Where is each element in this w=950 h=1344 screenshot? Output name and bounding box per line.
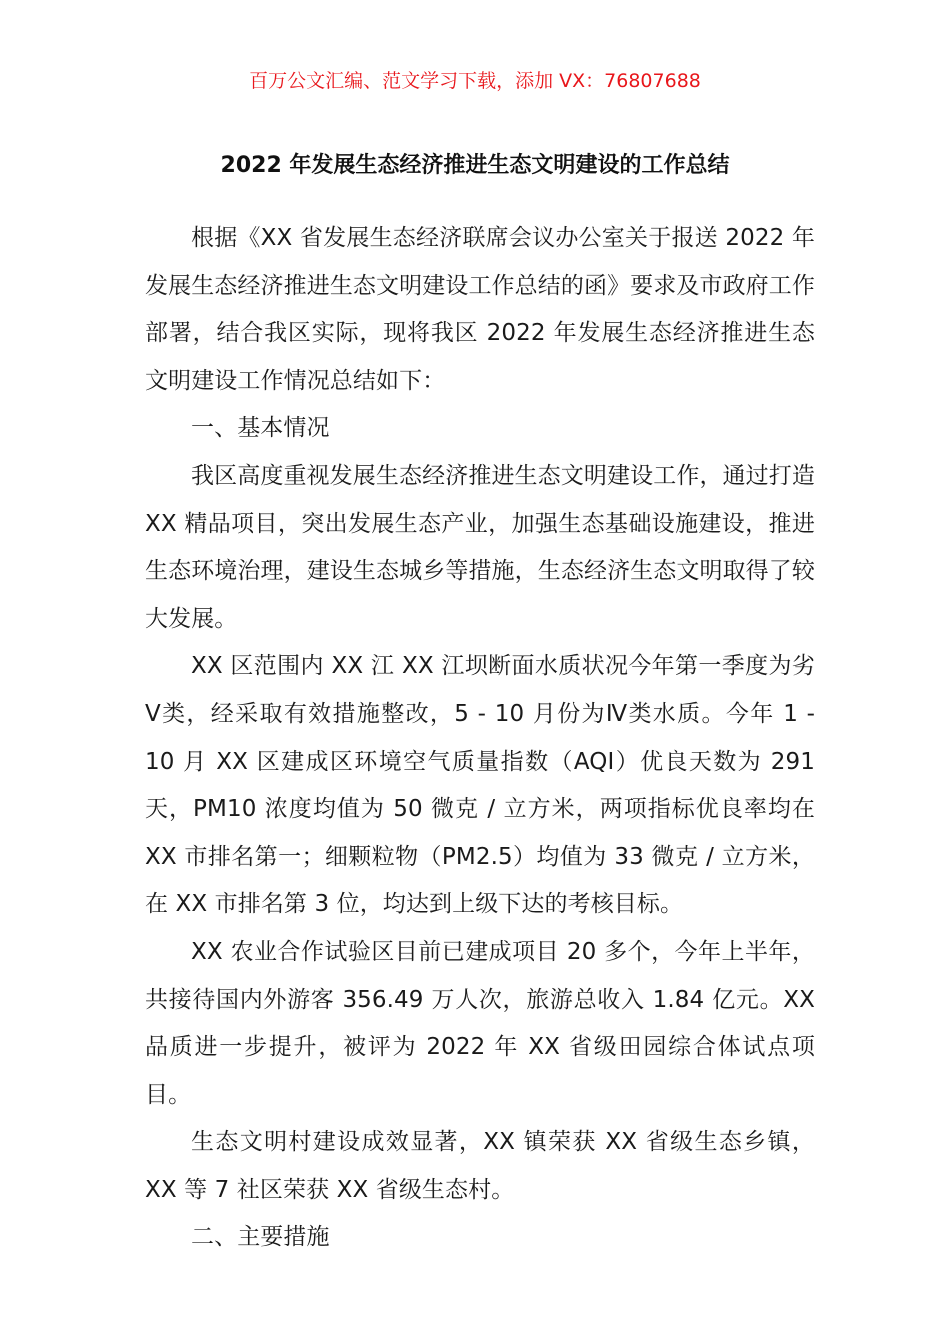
paragraph-intro: 根据《XX 省发展生态经济联席会议办公室关于报送 2022 年发展生态经济推进生态文明建设工作总结的函》要求及市政府工作部署，结合我区实际，现将我区 2022 年发展生态经济推进生态文明建设工作情况总结如下： bbox=[145, 225, 815, 394]
document-body bbox=[145, 215, 815, 1262]
document-title: 2022 年发展生态经济推进生态文明建设的工作总结 bbox=[220, 153, 730, 178]
section-heading-main-measures: 二、主要措施 bbox=[191, 1224, 330, 1251]
paragraph-ecological-villages: 生态文明村建设成效显著，XX 镇荣获 XX 省级生态乡镇，XX 等 7 社区荣获 XX 省级生态村。 bbox=[145, 1129, 815, 1203]
paragraph-overview: 我区高度重视发展生态经济推进生态文明建设工作，通过打造 XX 精品项目，突出发展生态产业，加强生态基础设施建设，推进生态环境治理，建设生态城乡等措施，生态经济生态文明取得了较大发展。 bbox=[145, 462, 815, 632]
section-heading-basic-situation: 一、基本情况 bbox=[191, 415, 330, 442]
paragraph-environment-indicators: XX 区范围内 XX 江 XX 江坝断面水质状况今年第一季度为劣Ⅴ类，经采取有效措施整改，5 - 10 月份为Ⅳ类水质。今年 1 - 10 月 XX 区建成区环境空气质量指数（AQI）优良天数为 291 天，PM10 浓度均值为 50 微克 / 立方米，两项指标优良率均在 XX 市排名第一；细颗粒物（PM2.5）均值为 33 微克 / 立方米，在 XX 市排名第 3 位，均达到上级下达的考核目标。 bbox=[145, 653, 815, 918]
header-note: 百万公文汇编、范文学习下载，添加 VX：76807688 bbox=[249, 70, 701, 92]
paragraph-agriculture-tourism: XX 农业合作试验区目前已建成项目 20 多个，今年上半年，共接待国内外游客 356.49 万人次，旅游总收入 1.84 亿元。XX 品质进一步提升，被评为 2022 年 XX 省级田园综合体试点项目。 bbox=[145, 938, 815, 1108]
